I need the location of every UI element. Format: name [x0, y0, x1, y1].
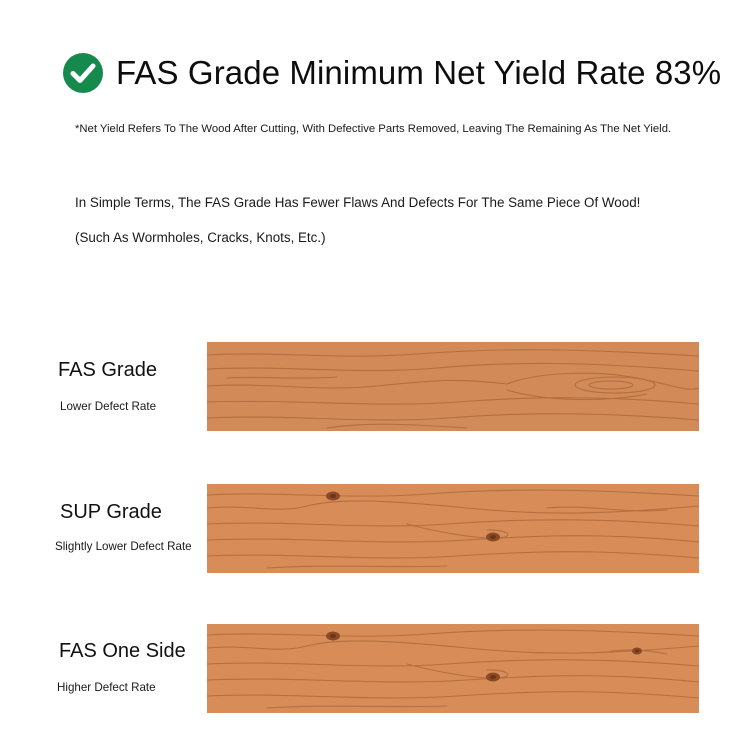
knot-defect: [326, 632, 340, 641]
summary-text: In Simple Terms, The FAS Grade Has Fewer Flaws And Defects For The Same Piece Of Wood!: [75, 195, 641, 210]
fas-one-side-wood-plank: [207, 624, 699, 713]
fas-grade-wood-plank: [207, 342, 699, 431]
defect-examples-text: (Such As Wormholes, Cracks, Knots, Etc.): [75, 230, 326, 245]
fas-one-side-title: FAS One Side: [59, 640, 186, 662]
check-circle-icon: [62, 52, 104, 94]
knot-defect: [486, 533, 500, 542]
net-yield-footnote: *Net Yield Refers To The Wood After Cutting, With Defective Parts Removed, Leaving The Remaining As The Net Yield.: [75, 123, 672, 135]
sup-grade-wood-plank: [207, 484, 699, 573]
knot-defect: [326, 492, 340, 501]
page-title: FAS Grade Minimum Net Yield Rate 83%: [116, 54, 722, 91]
knot-defect: [486, 673, 500, 682]
knot-defect: [632, 648, 642, 655]
sup-grade-title: SUP Grade: [60, 501, 162, 523]
fas-grade-title: FAS Grade: [58, 359, 157, 381]
fas-one-side-description: Higher Defect Rate: [57, 681, 156, 694]
fas-grade-description: Lower Defect Rate: [60, 400, 157, 413]
sup-grade-description: Slightly Lower Defect Rate: [55, 540, 192, 553]
